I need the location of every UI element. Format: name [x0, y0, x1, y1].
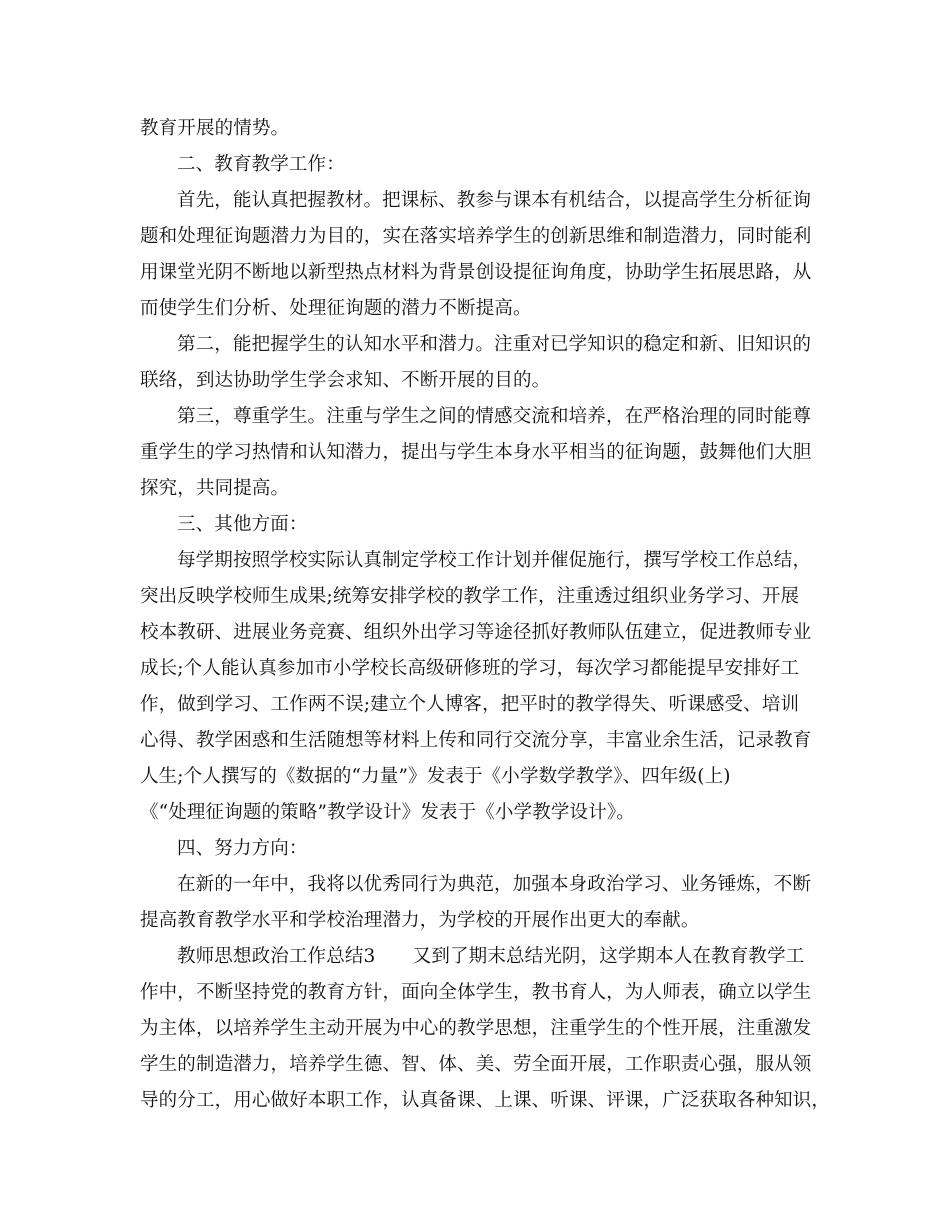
text-line: 成长;个人能认真参加市小学校长高级研修班的学习，每次学习都能提早安排好工 — [140, 658, 800, 679]
text-line: 在新的一年中，我将以优秀同行为典范，加强本身政治学习、业务锤炼，不断 — [177, 874, 812, 895]
text-line: 教育开展的情势。 — [140, 118, 290, 139]
text-line: 作中，不断坚持党的教育方针，面向全体学生，教书育人，为人师表，确立以学生 — [140, 982, 812, 1003]
section-heading: 四、努力方向： — [177, 838, 308, 859]
text-line: 校本教研、进展业务竞赛、组织外出学习等途径抓好教师队伍建立，促进教师专业 — [140, 622, 812, 643]
text-line: 题和处理征询题潜力为目的，实在落实培养学生的创新思维和制造潜力，同时能利 — [140, 226, 812, 247]
text-line: 用课堂光阴不断地以新型热点材料为背景创设提征询角度，协助学生拓展思路，从 — [140, 262, 812, 283]
text-line: 心得、教学困惑和生活随想等材料上传和同行交流分享，丰富业余生活，记录教育 — [140, 730, 812, 751]
text-line: 突出反映学校师生成果;统筹安排学校的教学工作，注重透过组织业务学习、开展 — [140, 586, 800, 607]
text-line: 探究，共同提高。 — [140, 478, 290, 499]
text-line: 导的分工，用心做好本职工作，认真备课、上课、听课、评课，广泛获取各种知识， — [140, 1090, 831, 1111]
text-line: 教师思想政治工作总结3 又到了期末总结光阴，这学期本人在教育教学工 — [177, 946, 805, 967]
text-line: 重学生的学习热情和认知潜力，提出与学生本身水平相当的征询题，鼓舞他们大胆 — [140, 442, 812, 463]
text-line: 第三，尊重学生。注重与学生之间的情感交流和培养，在严格治理的同时能尊 — [177, 406, 812, 427]
text-line: 每学期按照学校实际认真制定学校工作计划并催促施行，撰写学校工作总结， — [177, 550, 812, 571]
text-line: 《“处理征询题的策略”教学设计》发表于《小学教学设计》。 — [140, 802, 635, 823]
text-line: 第二，能把握学生的认知水平和潜力。注重对已学知识的稳定和新、旧知识的 — [177, 334, 812, 355]
text-line: 学生的制造潜力，培养学生德、智、体、美、劳全面开展，工作职责心强，服从领 — [140, 1054, 812, 1075]
text-line: 人生;个人撰写的《数据的“力量”》发表于《小学数学教学》、四年级(上) — [140, 766, 731, 787]
text-line: 作，做到学习、工作两不误;建立个人博客，把平时的教学得失、听课感受、培训 — [140, 694, 800, 715]
text-line: 提高教育教学水平和学校治理潜力，为学校的开展作出更大的奉献。 — [140, 910, 700, 931]
text-line: 首先，能认真把握教材。把课标、教参与课本有机结合，以提高学生分析征询 — [177, 190, 812, 211]
text-line: 为主体，以培养学生主动开展为中心的教学思想，注重学生的个性开展，注重激发 — [140, 1018, 812, 1039]
section-heading: 三、其他方面： — [177, 514, 308, 535]
section-heading: 二、教育教学工作： — [177, 154, 345, 175]
text-line: 而使学生们分析、处理征询题的潜力不断提高。 — [140, 298, 532, 319]
text-line: 联络，到达协助学生学会求知、不断开展的目的。 — [140, 370, 551, 391]
